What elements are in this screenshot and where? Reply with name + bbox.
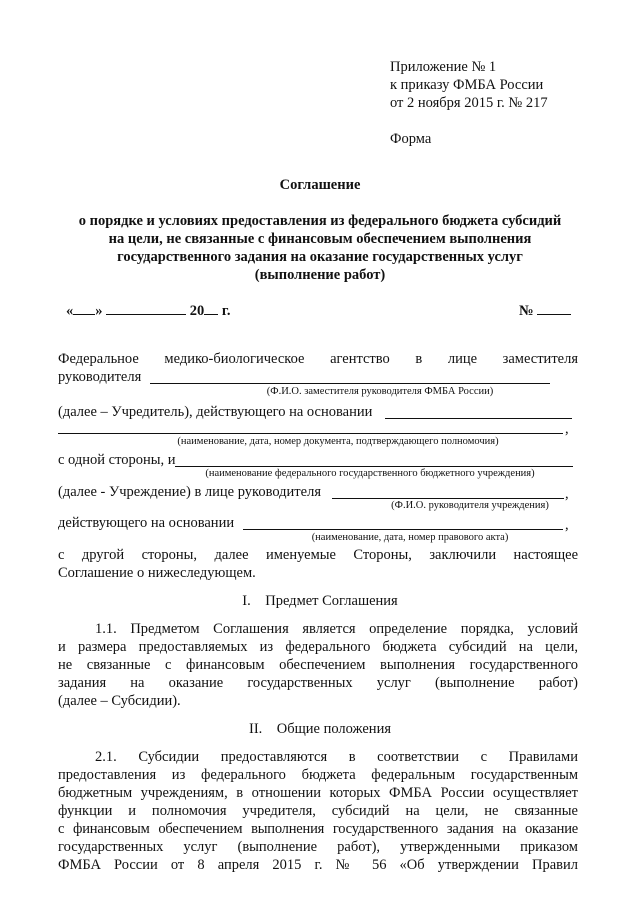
subtitle-line-1: о порядке и условиях предоставления из федерального бюджета субсидий	[78, 213, 562, 229]
section-1-line-5: (далее – Субсидии).	[58, 693, 181, 709]
hint-legal-act: (наименование, дата, номер правового акта)	[311, 532, 509, 543]
hint-institution-name: (наименование федерального государственного бюджетного учреждения)	[205, 468, 535, 479]
section-2-line-7: ФМБА России от 8 апреля 2015 г. № 56 «Об утверждении Правил	[58, 857, 578, 873]
one-side-text: с одной стороны, и	[58, 452, 176, 468]
comma-1: ,	[565, 421, 569, 437]
other-side-line-1: с другой стороны, далее именуемые Стороны, заключили настоящее	[58, 547, 578, 563]
open-quote: «	[66, 303, 74, 319]
subtitle-line-4: (выполнение работ)	[254, 267, 386, 283]
section-2-line-2: предоставления из федерального бюджета федеральным государственным	[58, 767, 578, 783]
section-2-line-6: государственных услуг (выполнение работ), утвержденными приказом	[58, 839, 578, 855]
order-date: от 2 ноября 2015 г. № 217	[390, 95, 548, 111]
other-side-line-2: Соглашение о нижеследующем.	[58, 565, 256, 581]
month-blank	[106, 300, 186, 315]
founder-basis-blank	[385, 418, 572, 419]
section-1-line-4: задания на оказание государственных услуг (выполнение работ)	[58, 675, 578, 691]
close-quote: »	[95, 303, 103, 319]
section-2-heading: II. Общие положения	[248, 721, 391, 737]
deputy-name-blank	[150, 383, 550, 384]
section-1-heading: I. Предмет Соглашения	[242, 593, 398, 609]
founder-basis-blank-2	[58, 433, 563, 434]
order-reference: к приказу ФМБА России	[390, 77, 544, 93]
subtitle-line-3: государственного задания на оказание государственных услуг	[117, 249, 523, 265]
parties-line-2: руководителя	[58, 369, 142, 385]
parties-line-1: Федеральное медико-биологическое агентство в лице заместителя	[58, 351, 578, 367]
section-1-line-3: не связанные с финансовым обеспечением выполнения государственного	[58, 657, 578, 673]
number-blank	[537, 300, 571, 315]
institution-name-blank	[175, 466, 573, 467]
institution-head-text: (далее - Учреждение) в лице руководителя	[58, 484, 321, 500]
hint-head-name: (Ф.И.О. руководителя учреждения)	[391, 500, 549, 511]
year-suffix: г.	[221, 303, 231, 319]
institution-basis-text: действующего на основании	[58, 515, 235, 531]
number-field	[519, 300, 571, 320]
date-field	[66, 300, 230, 320]
hint-deputy-name: (Ф.И.О. заместителя руководителя ФМБА России)	[266, 386, 494, 397]
year-prefix: 20	[189, 303, 205, 319]
institution-basis-blank	[243, 529, 563, 530]
year-blank	[204, 300, 218, 315]
section-1-line-2: и размера предоставляемых из федерального бюджета субсидий на цели,	[58, 639, 578, 655]
subtitle-line-2: на цели, не связанные с финансовым обеспечением выполнения	[108, 231, 532, 247]
hint-authority-document: (наименование, дата, номер документа, подтверждающего полномочия)	[177, 436, 499, 447]
day-blank	[73, 300, 95, 315]
head-name-blank	[332, 498, 564, 499]
appendix-label: Приложение № 1	[390, 59, 497, 75]
section-2-line-5: с финансовым обеспечением выполнения государственного задания на оказание	[58, 821, 578, 837]
section-2-line-3: бюджетным учреждениям, в отношении которых ФМБА России осуществляет	[58, 785, 578, 801]
form-label: Форма	[390, 131, 432, 147]
section-1-line-1: 1.1. Предметом Соглашения является определение порядка, условий	[95, 621, 578, 637]
section-2-line-4: функции и полномочия учредителя, субсидий на цели, не связанные	[58, 803, 578, 819]
comma-2: ,	[565, 486, 569, 502]
number-sign: №	[519, 303, 534, 319]
section-2-line-1: 2.1. Субсидии предоставляются в соответствии с Правилами	[95, 749, 578, 765]
document-title: Соглашение	[279, 177, 361, 193]
comma-3: ,	[565, 517, 569, 533]
founder-basis-text: (далее – Учредитель), действующего на основании	[58, 404, 373, 420]
